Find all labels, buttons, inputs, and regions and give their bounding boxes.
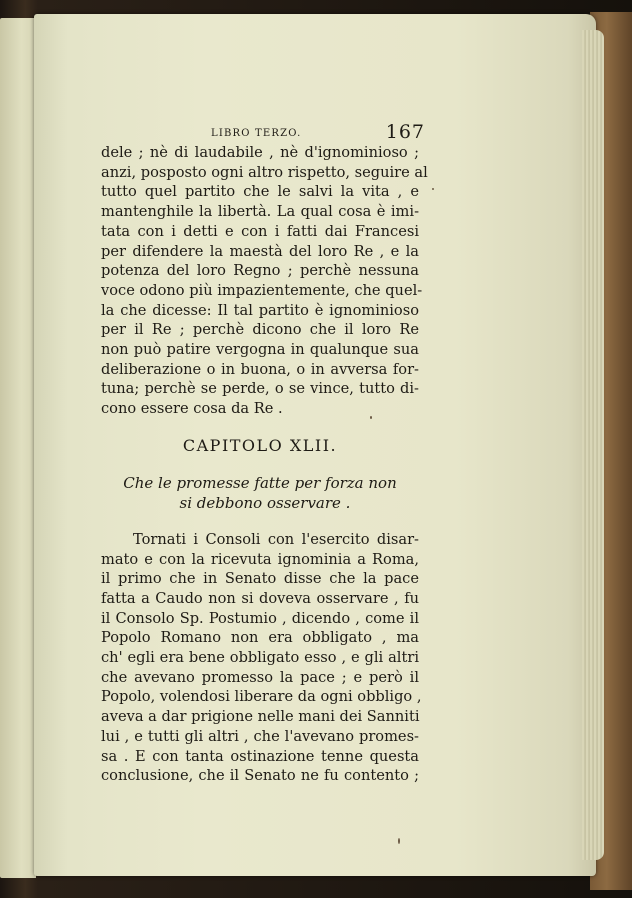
running-head: LIBRO TERZO. bbox=[211, 128, 302, 139]
facing-page-edge bbox=[0, 18, 36, 878]
subtitle-line: si debbono osservare . bbox=[179, 493, 351, 512]
text-line: potenza del loro Regno ; perchè nessuna bbox=[101, 262, 419, 280]
paper-speck bbox=[398, 838, 400, 844]
chapter-title: CAPITOLO XLII. bbox=[182, 435, 338, 455]
text-line: Popolo Romano non era obbligato , ma bbox=[101, 629, 419, 647]
text-line: tuna; perchè se perde, o se vince, tutto di- bbox=[101, 380, 419, 398]
text-line: ch' egli era bene obbligato esso , e gli altri bbox=[101, 649, 419, 667]
page-stack-edge bbox=[582, 30, 604, 860]
subtitle-line: Che le promesse fatte per forza non bbox=[123, 473, 397, 492]
text-line: Tornati i Consoli con l'esercito disar- bbox=[133, 530, 419, 548]
text-line: voce odono più impazientemente, che quel- bbox=[101, 281, 423, 299]
text-line: dele ; nè di laudabile , nè d'ignominioso ; bbox=[101, 144, 419, 161]
text-line: che avevano promesso la pace ; e però il bbox=[101, 668, 419, 686]
page-header bbox=[101, 121, 425, 143]
text-line: lui , e tutti gli altri , che l'avevano promes- bbox=[101, 727, 419, 745]
text-line: fatta a Caudo non si doveva osservare , fu bbox=[101, 589, 419, 607]
text-line: il Consolo Sp. Postumio , dicendo , come il bbox=[101, 609, 419, 627]
text-line: mantenghile la libertà. La qual cosa è imi- bbox=[101, 203, 419, 221]
text-line: conclusione, che il Senato ne fu contento ; bbox=[101, 767, 419, 785]
page-text bbox=[101, 121, 428, 786]
paragraph-2 bbox=[101, 530, 422, 786]
text-line: sa . E con tanta ostinazione tenne questa bbox=[101, 747, 419, 765]
text-line: tata con i detti e con i fatti dai Francesi bbox=[101, 222, 419, 240]
paragraph-1 bbox=[101, 143, 428, 419]
paper-speck bbox=[432, 188, 434, 190]
text-line: cono essere cosa da Re . bbox=[101, 400, 283, 418]
text-line: Popolo, volendosi liberare da ogni obbligo , bbox=[101, 688, 422, 706]
text-line: per il Re ; perchè dicono che il loro Re bbox=[101, 321, 419, 339]
text-line: mato e con la ricevuta ignominia a Roma, bbox=[101, 550, 419, 568]
text-line: deliberazione o in buona, o in avversa for- bbox=[101, 360, 419, 378]
text-line: aveva a dar prigione nelle mani dei Sanniti bbox=[101, 708, 420, 726]
text-line: il primo che in Senato disse che la pace bbox=[101, 570, 419, 588]
text-line: la che dicesse: Il tal partito è ignominioso bbox=[101, 301, 419, 319]
text-line: anzi, posposto ogni altro rispetto, seguire al bbox=[101, 163, 428, 181]
text-line: non può patire vergogna in qualunque sua bbox=[101, 341, 419, 359]
page-number: 167 bbox=[385, 121, 425, 143]
text-line: tutto quel partito che le salvi la vita , e bbox=[101, 183, 419, 201]
chapter-subtitle bbox=[101, 473, 419, 513]
text-line: per difendere la maestà del loro Re , e la bbox=[101, 242, 419, 260]
